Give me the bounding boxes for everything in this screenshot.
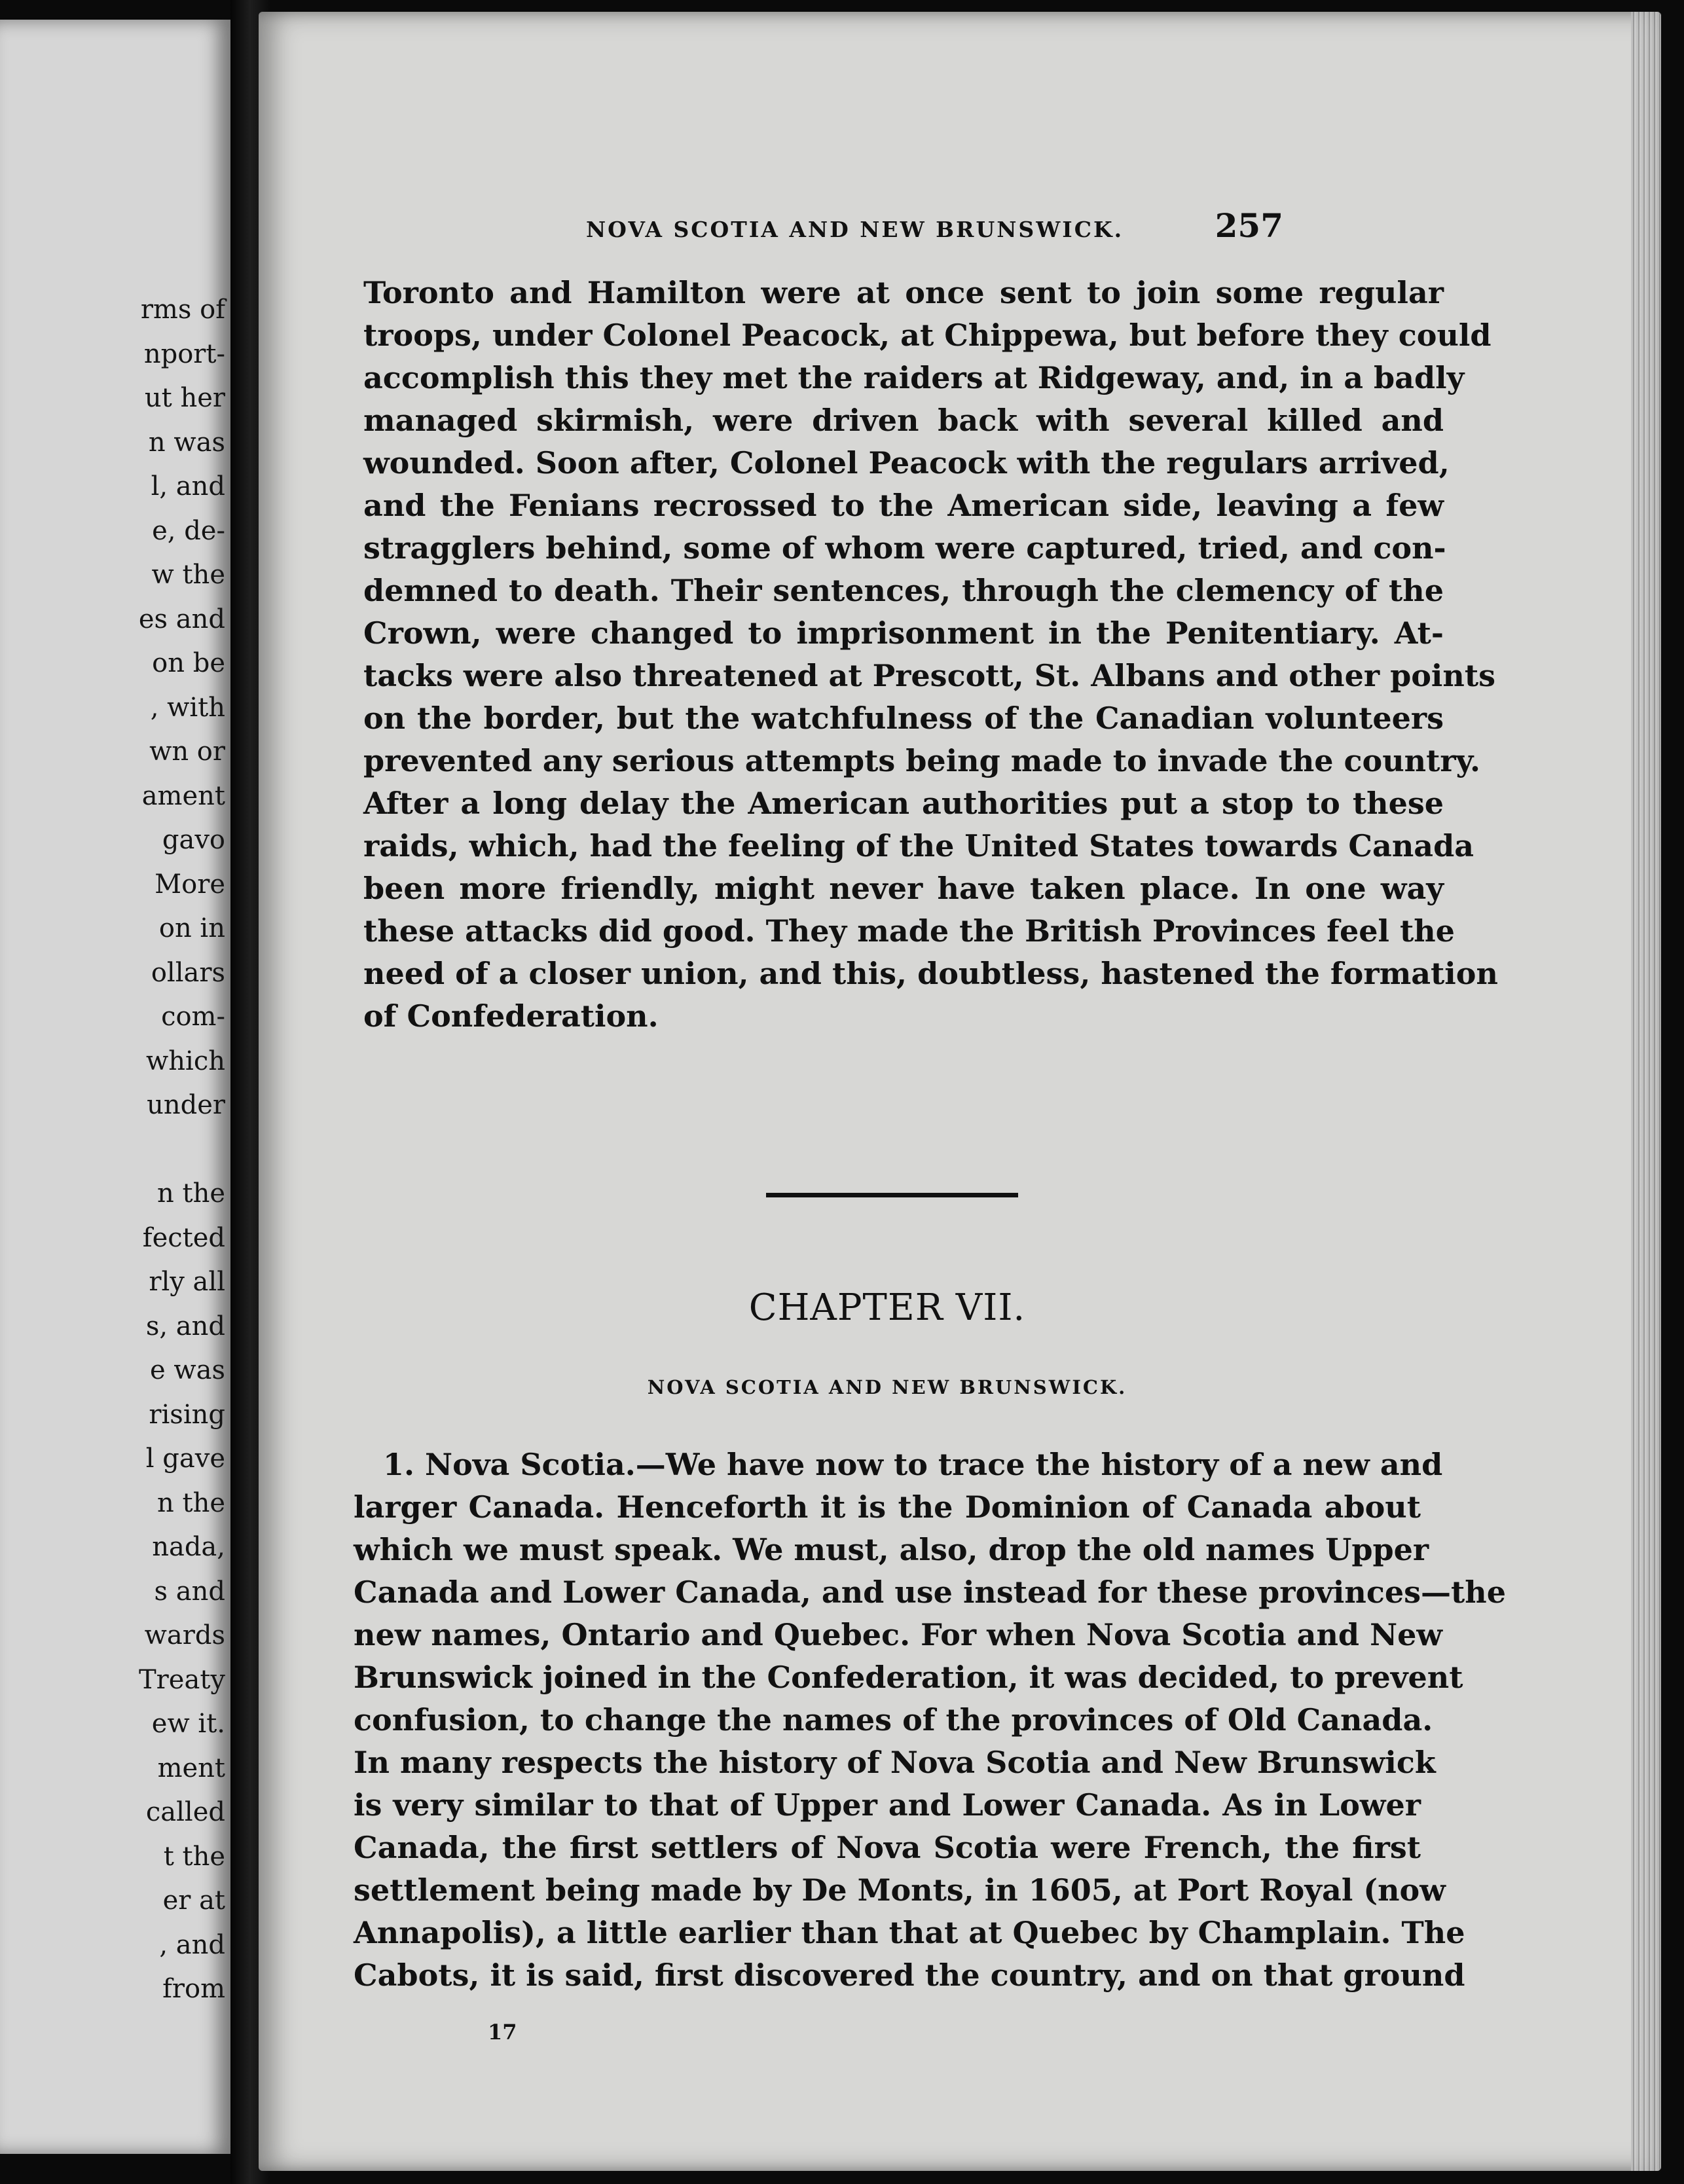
left-page-fragment: which <box>146 1046 225 1076</box>
section-nova-scotia <box>354 1444 1506 1997</box>
text-line: and the Fenians recrossed to the American side, leaving a few <box>363 488 1444 523</box>
left-page-fragment: n the <box>157 1178 225 1209</box>
text-line: Crown, were changed to imprisonment in the Penitentiary. At- <box>363 615 1444 651</box>
page-number: 257 <box>1215 206 1283 245</box>
signature-mark: 17 <box>488 2020 517 2045</box>
left-page-fragment: n the <box>157 1487 225 1518</box>
text-line: Canada and Lower Canada, and use instead for these provinces—the <box>354 1574 1506 1610</box>
left-page-fragment: er at <box>162 1885 225 1916</box>
left-page-fragment: More <box>155 869 225 900</box>
text-line: is very similar to that of Upper and Lower Canada. As in Lower <box>354 1787 1421 1823</box>
text-line: In many respects the history of Nova Scotia and New Brunswick <box>354 1745 1436 1780</box>
text-line: accomplish this they met the raiders at Ridgeway, and, in a badly <box>363 360 1465 395</box>
text-line: Toronto and Hamilton were at once sent to join some regular <box>363 275 1444 310</box>
text-line: demned to death. Their sentences, through the clemency of the <box>363 573 1444 608</box>
left-page-fragment: rising <box>149 1399 225 1430</box>
left-page-fragment: ament <box>141 780 225 811</box>
left-page-fragment: ew it. <box>151 1709 225 1739</box>
text-line: Canada, the first settlers of Nova Scotia were French, the first <box>354 1830 1421 1865</box>
section-divider-rule <box>766 1193 1018 1197</box>
text-line: which we must speak. We must, also, drop the old names Upper <box>354 1532 1429 1567</box>
left-page-fragment: Treaty <box>139 1664 225 1695</box>
text-line: troops, under Colonel Peacock, at Chippewa, but before they could <box>363 318 1492 353</box>
text-line: prevented any serious attempts being made to invade the country. <box>363 743 1481 778</box>
left-page-fragment: nport- <box>143 338 225 369</box>
left-page-fragment: l, and <box>151 471 225 501</box>
page-edges <box>1631 12 1661 2171</box>
text-line: After a long delay the American authorities put a stop to these <box>363 786 1444 821</box>
text-line: Annapolis), a little earlier than that at Quebec by Champlain. The <box>354 1915 1465 1950</box>
left-page-fragment: es and <box>138 604 225 634</box>
left-page-fragment: on be <box>152 648 225 678</box>
text-line: wounded. Soon after, Colonel Peacock with the regulars arrived, <box>363 445 1450 481</box>
chapter-heading: CHAPTER VII. <box>748 1286 1026 1329</box>
left-page-fragment: wn or <box>149 737 225 767</box>
left-page-fragment: called <box>145 1797 225 1827</box>
left-page-fragment: com- <box>161 1002 225 1032</box>
left-page-fragment: , with <box>150 692 225 723</box>
running-title: NOVA SCOTIA AND NEW BRUNSWICK. <box>586 217 1124 242</box>
section-label: 1. Nova Scotia. <box>383 1447 636 1482</box>
text-line: Cabots, it is said, first discovered the country, and on that ground <box>354 1957 1465 1993</box>
text-line: managed skirmish, were driven back with several killed and <box>363 403 1444 438</box>
left-page-fragment: t the <box>163 1841 225 1872</box>
left-page-fragment: ment <box>157 1753 225 1783</box>
running-head <box>327 206 1283 245</box>
left-page-fragment: wards <box>144 1620 225 1650</box>
text-line: new names, Ontario and Quebec. For when Nova Scotia and New <box>354 1617 1443 1652</box>
left-page-fragment: n was <box>148 427 225 458</box>
left-page-fragment: under <box>147 1090 225 1120</box>
text-line: settlement being made by De Monts, in 1605, at Port Royal (now <box>354 1872 1446 1908</box>
left-page-fragment: gavo <box>162 825 225 855</box>
left-page-fragment: e was <box>150 1355 225 1385</box>
left-page-fragment: fected <box>142 1222 225 1253</box>
text-line: confusion, to change the names of the provinces of Old Canada. <box>354 1702 1433 1738</box>
text-line: of Confederation. <box>363 998 659 1034</box>
left-page-fragment: ut her <box>144 383 225 413</box>
left-page-fragment: e, de- <box>152 515 225 546</box>
text-line: tacks were also threatened at Prescott, St. Albans and other points <box>363 658 1495 693</box>
text-line: on the border, but the watchfulness of the Canadian volunteers <box>363 701 1444 736</box>
text-line: larger Canada. Henceforth it is the Dominion of Canada about <box>354 1489 1421 1525</box>
chapter-subheading: NOVA SCOTIA AND NEW BRUNSWICK. <box>647 1376 1127 1398</box>
left-page-fragment: w the <box>151 560 225 590</box>
left-page-fragment: ollars <box>151 957 225 988</box>
left-page-fragment: from <box>162 1974 225 2004</box>
section-first-line-text: —We have now to trace the history of a new and <box>635 1447 1443 1482</box>
left-page-fragment: on in <box>158 913 225 943</box>
text-line: Brunswick joined in the Confederation, it was decided, to prevent <box>354 1660 1463 1695</box>
text-line: stragglers behind, some of whom were captured, tried, and con- <box>363 530 1446 566</box>
section-first-line <box>354 1444 1443 1486</box>
left-page-fragment: l gave <box>145 1444 225 1474</box>
left-page-fragment: s and <box>154 1576 225 1607</box>
left-page-fragment: , and <box>159 1929 225 1960</box>
left-page <box>0 20 230 2154</box>
text-line: raids, which, had the feeling of the United States towards Canada <box>363 828 1474 864</box>
text-line: been more friendly, might never have taken place. In one way <box>363 871 1444 906</box>
text-line: these attacks did good. They made the British Provinces feel the <box>363 913 1455 949</box>
text-line: need of a closer union, and this, doubtless, hastened the formation <box>363 956 1498 991</box>
left-page-fragment: rms of <box>140 295 225 325</box>
left-page-fragment: rly all <box>149 1267 225 1297</box>
paragraph-fenian-raids <box>363 272 1498 1038</box>
left-page-fragment: s, and <box>145 1311 225 1341</box>
left-page-fragment: nada, <box>152 1532 225 1562</box>
